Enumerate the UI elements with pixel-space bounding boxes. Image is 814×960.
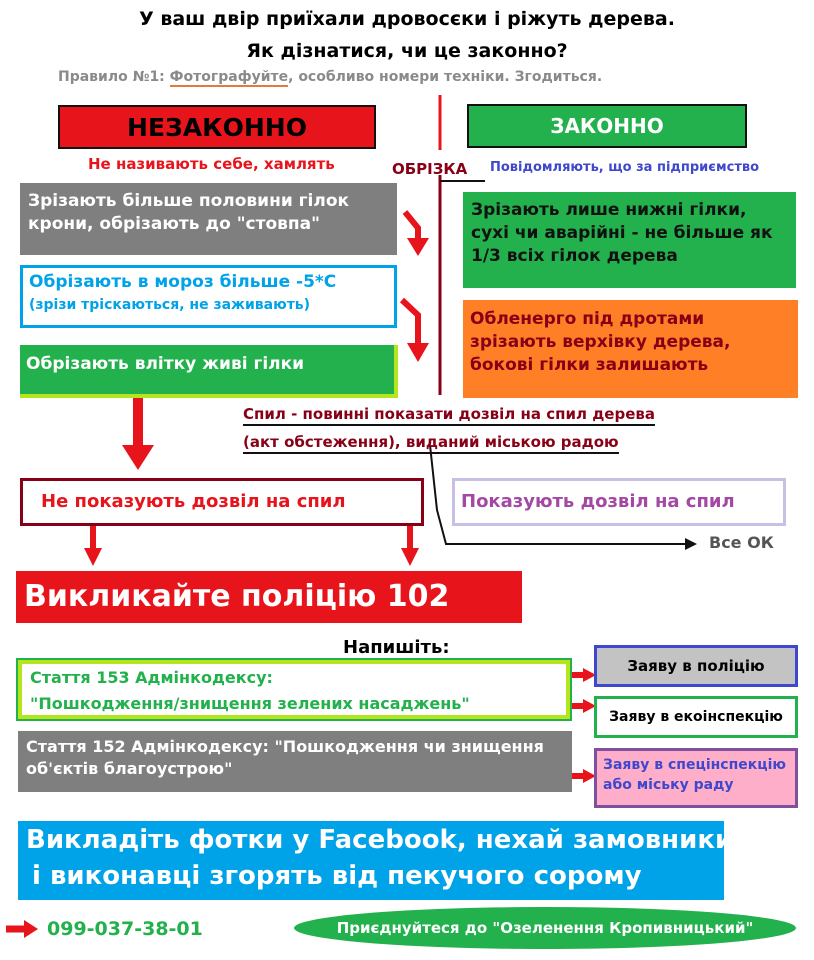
illegal-subtitle: Не називають себе, хамлять bbox=[88, 155, 335, 173]
arrow3-head bbox=[122, 445, 154, 470]
illegal-box-2-sub: (зрізи тріскаються, не заживають) bbox=[29, 297, 311, 313]
rule-highlight: Фотографуйте bbox=[169, 69, 289, 85]
title-line-2: Як дізнатися, чи це законно? bbox=[246, 40, 568, 62]
article-153-box bbox=[18, 660, 570, 719]
article-153-line-2: "Пошкодження/знищення зелених насаджень" bbox=[30, 694, 470, 713]
article-152-box: Стаття 152 Адмінкодексу: "Пошкодження чи знищення об'єктів благоустрою" bbox=[18, 731, 572, 792]
no-permit-box: Не показують дозвіл на спил bbox=[20, 478, 424, 526]
permit-box: Показують дозвіл на спил bbox=[452, 478, 786, 526]
ok-label: Все ОК bbox=[709, 533, 774, 552]
title-line-1: У ваш двір приїхали дровосєки і ріжуть дерева. bbox=[139, 8, 675, 30]
phone-number: 099-037-38-01 bbox=[47, 918, 203, 940]
statement-police: Заяву в поліцію bbox=[594, 645, 798, 687]
statement-special-line-1: Заяву в спецінспекцію bbox=[603, 757, 787, 773]
facebook-line-1: Викладіть фотки у Facebook, нехай замовники bbox=[26, 825, 734, 855]
legal-subtitle: Повідомляють, що за підприємство bbox=[490, 160, 760, 175]
write-label: Напишіть: bbox=[343, 637, 450, 658]
join-group-link[interactable]: Приєднуйтеся до "Озеленення Кропивницький" bbox=[294, 907, 796, 949]
illegal-box-2-main: Обрізають в мороз більше -5*С bbox=[29, 272, 337, 292]
legal-header: ЗАКОННО bbox=[467, 104, 747, 148]
arrow1-stroke bbox=[405, 212, 418, 240]
arrow2-stroke bbox=[402, 300, 418, 345]
facebook-line-2: і виконавці згорять від пекучого сорому bbox=[32, 861, 642, 891]
illegal-box-1: Зрізають більше половини гілок крони, обрізають до "стовпа" bbox=[20, 183, 397, 255]
rule-prefix: Правило №1: bbox=[58, 69, 170, 85]
rule-suffix: , особливо номери техніки. Згодиться. bbox=[288, 69, 603, 85]
statement-special-line-2: або міську раду bbox=[603, 777, 734, 793]
illegal-header: НЕЗАКОННО bbox=[58, 105, 376, 149]
arrow2-head bbox=[407, 343, 429, 362]
arrow4-head bbox=[84, 548, 102, 566]
illegal-box-2 bbox=[20, 265, 397, 328]
police-banner: Викликайте поліцію 102 bbox=[16, 571, 522, 623]
statement-special bbox=[594, 748, 798, 808]
felling-note-line-1: Спил - повинні показати дозвіл на спил дерева bbox=[243, 405, 655, 426]
center-label: ОБРІЗКА bbox=[392, 160, 468, 178]
arrow5-head bbox=[401, 548, 419, 566]
illegal-box-3: Обрізають влітку живі гілки bbox=[20, 345, 398, 398]
felling-note-line-2: (акт обстеження), виданий міською радою bbox=[243, 433, 619, 454]
facebook-banner bbox=[18, 821, 734, 900]
legal-box-2: Обленерго під дротами зрізають верхівку дерева, бокові гілки залишають bbox=[463, 300, 798, 398]
arrow1-head bbox=[407, 238, 429, 256]
phone-arrow-head bbox=[24, 920, 38, 938]
legal-box-1: Зрізають лише нижні гілки, сухі чи аварійні - не більше як 1/3 всіх гілок дерева bbox=[463, 192, 796, 288]
article-153-line-1: Стаття 153 Адмінкодексу: bbox=[30, 668, 273, 687]
statement-eco: Заяву в екоінспекцію bbox=[594, 696, 798, 738]
